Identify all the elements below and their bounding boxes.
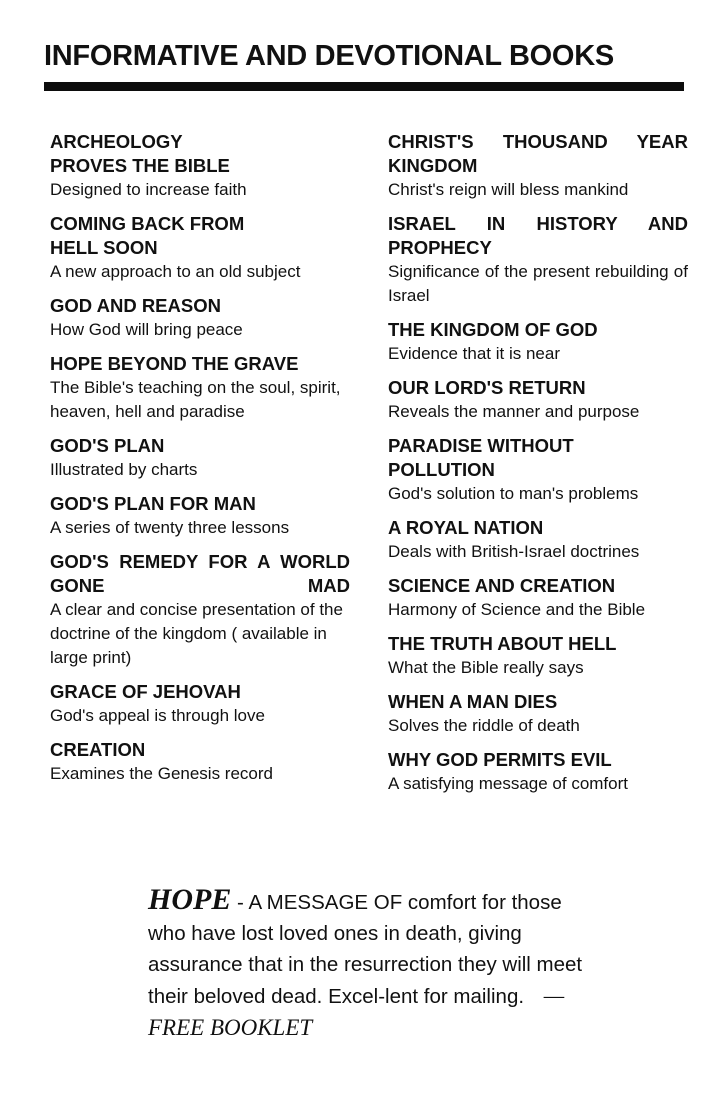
book-entry <box>50 738 350 786</box>
book-title: ISRAEL IN HISTORY AND PROPHECY <box>388 213 688 258</box>
book-entry <box>50 550 350 670</box>
book-description: Solves the riddle of death <box>388 716 580 735</box>
book-title: GOD'S REMEDY FOR A WORLD GONE MAD <box>50 551 350 596</box>
book-title: SCIENCE AND CREATION <box>388 575 616 596</box>
book-entry <box>50 294 350 342</box>
book-description: Designed to increase faith <box>50 180 247 199</box>
hope-booklet-promo <box>148 884 588 1044</box>
book-title: GOD'S PLAN <box>50 435 165 456</box>
book-entry <box>50 130 350 202</box>
book-entry <box>50 680 350 728</box>
book-entry <box>388 318 688 366</box>
book-entry <box>388 748 688 796</box>
book-entry <box>388 376 688 424</box>
free-booklet-label: —FREE BOOKLET <box>148 983 565 1040</box>
book-title: PARADISE WITHOUT POLLUTION <box>388 435 574 480</box>
book-title: HOPE BEYOND THE GRAVE <box>50 353 299 374</box>
book-title: A ROYAL NATION <box>388 517 544 538</box>
book-description: How God will bring peace <box>50 320 243 339</box>
book-entry <box>50 352 350 424</box>
book-description: Christ's reign will bless mankind <box>388 180 629 199</box>
book-entry <box>50 492 350 540</box>
book-description: What the Bible really says <box>388 658 584 677</box>
book-entry <box>388 130 688 202</box>
book-description: Harmony of Science and the Bible <box>388 600 646 619</box>
book-description: Examines the Genesis record <box>50 764 273 783</box>
book-description: Illustrated by charts <box>50 460 198 479</box>
book-title: GOD AND REASON <box>50 295 221 316</box>
book-title: ARCHEOLOGY PROVES THE BIBLE <box>50 131 230 176</box>
book-description: A series of twenty three lessons <box>50 518 290 537</box>
book-description: A new approach to an old subject <box>50 262 301 281</box>
book-title: COMING BACK FROM HELL SOON <box>50 213 245 258</box>
page-title: INFORMATIVE AND DEVOTIONAL BOOKS <box>44 40 614 72</box>
promo-message: - A MESSAGE OF comfort for those who have lost loved ones in death, giving assurance that in the resurrection they will meet their beloved dead. Excel-lent for mailing. <box>148 891 583 1008</box>
book-entry <box>388 690 688 738</box>
book-title: CREATION <box>50 739 146 760</box>
hope-heading: HOPE <box>148 883 232 916</box>
book-entry <box>50 434 350 482</box>
book-entry <box>388 632 688 680</box>
book-description: God's solution to man's problems <box>388 484 639 503</box>
book-description: A clear and concise presentation of the doctrine of the kingdom ( available in large print) <box>50 600 343 667</box>
book-description: The Bible's teaching on the soul, spirit, heaven, hell and paradise <box>50 378 341 421</box>
book-entry <box>388 574 688 622</box>
book-title: THE TRUTH ABOUT HELL <box>388 633 617 654</box>
book-entry <box>388 516 688 564</box>
book-title: WHY GOD PERMITS EVIL <box>388 749 612 770</box>
book-description: God's appeal is through love <box>50 706 265 725</box>
book-description: Reveals the manner and purpose <box>388 402 640 421</box>
book-title: CHRIST'S THOUSAND YEAR KINGDOM <box>388 131 688 176</box>
book-entry <box>50 212 350 284</box>
book-title: OUR LORD'S RETURN <box>388 377 586 398</box>
book-description: Evidence that it is near <box>388 344 560 363</box>
book-title: WHEN A MAN DIES <box>388 691 558 712</box>
book-title: GOD'S PLAN FOR MAN <box>50 493 256 514</box>
book-entry <box>388 212 688 308</box>
book-description: Significance of the present rebuilding of Israel <box>388 262 688 305</box>
book-title: GRACE OF JEHOVAH <box>50 681 241 702</box>
book-description: A satisfying message of comfort <box>388 774 628 793</box>
book-description: Deals with British-Israel doctrines <box>388 542 640 561</box>
book-title: THE KINGDOM OF GOD <box>388 319 598 340</box>
left-book-column <box>50 130 350 796</box>
book-entry <box>388 434 688 506</box>
title-underline <box>44 82 684 91</box>
right-book-column <box>388 130 688 806</box>
